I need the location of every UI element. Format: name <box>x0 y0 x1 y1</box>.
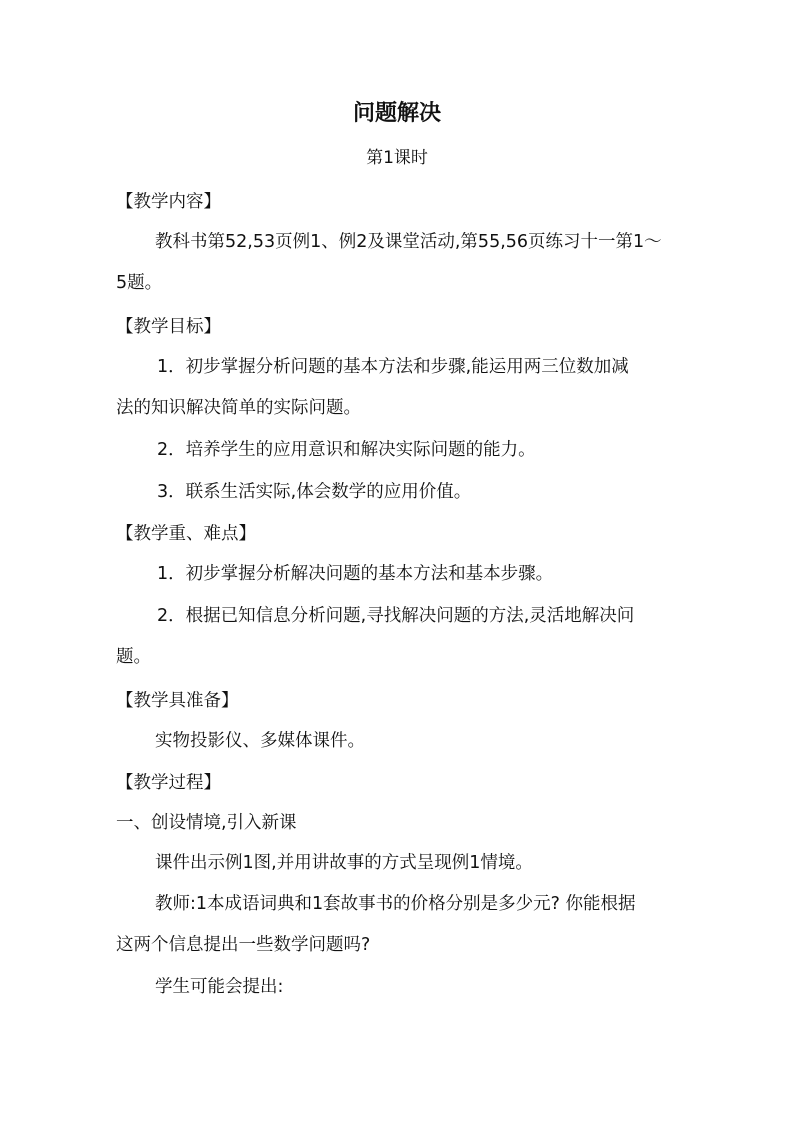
goal-item: 3．联系生活实际,体会数学的应用价值。 <box>157 482 472 502</box>
content-line: 教科书第52,53页例1、例2及课堂活动,第55,56页练习十一第1～ <box>155 232 662 252</box>
section-heading-key-points: 【教学重、难点】 <box>116 524 256 544</box>
goal-item: 2．培养学生的应用意识和解决实际问题的能力。 <box>157 440 536 460</box>
document-title: 问题解决 <box>352 101 441 126</box>
lesson-subtitle: 第1课时 <box>366 148 428 168</box>
process-line: 教师:1本成语词典和1套故事书的价格分别是多少元? 你能根据 <box>155 894 636 914</box>
preparation-line: 实物投影仪、多媒体课件。 <box>155 731 365 751</box>
key-point-item: 2．根据已知信息分析问题,寻找解决问题的方法,灵活地解决问 <box>157 606 635 626</box>
key-point-item: 1．初步掌握分析解决问题的基本方法和基本步骤。 <box>157 564 554 584</box>
process-part-heading: 一、创设情境,引入新课 <box>116 813 297 833</box>
section-heading-process: 【教学过程】 <box>116 773 221 793</box>
content-line: 5题。 <box>116 273 163 293</box>
process-line-continued: 这两个信息提出一些数学问题吗? <box>116 935 371 955</box>
process-line: 学生可能会提出: <box>155 977 284 997</box>
process-line: 课件出示例1图,并用讲故事的方式呈现例1情境。 <box>155 853 533 873</box>
section-heading-goals: 【教学目标】 <box>116 317 221 337</box>
section-heading-preparation: 【教学具准备】 <box>116 691 239 711</box>
section-heading-content: 【教学内容】 <box>116 192 221 212</box>
key-point-item-continued: 题。 <box>116 647 151 667</box>
goal-item-continued: 法的知识解决简单的实际问题。 <box>116 398 361 418</box>
goal-item: 1．初步掌握分析问题的基本方法和步骤,能运用两三位数加减 <box>157 357 629 377</box>
